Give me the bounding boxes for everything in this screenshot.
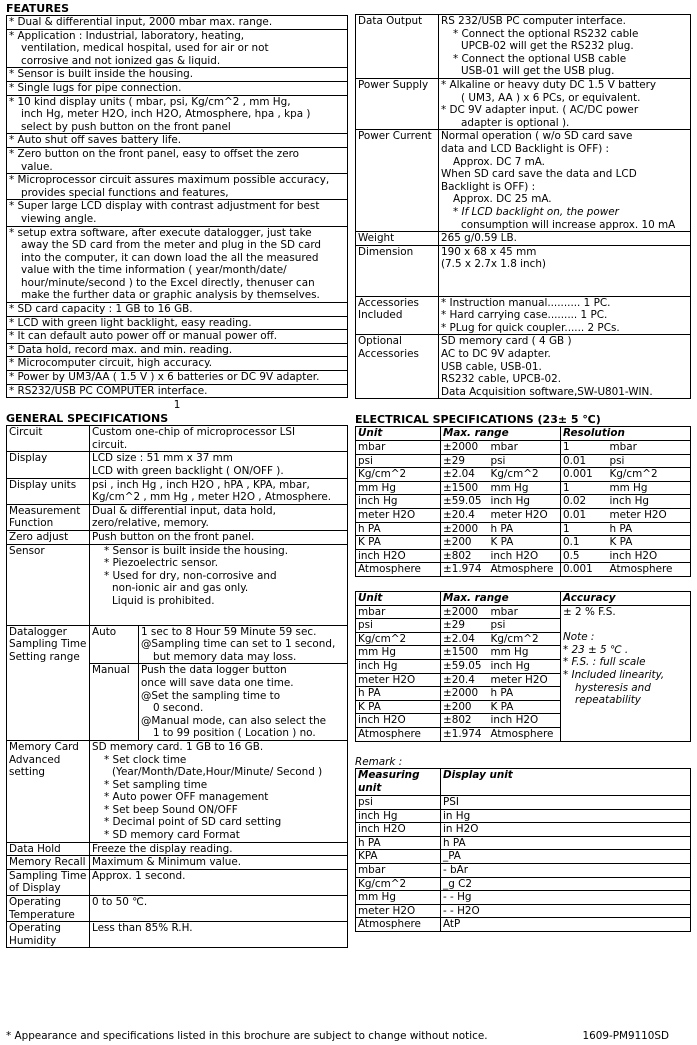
remark-row [356, 904, 691, 918]
resolution-header-row [356, 427, 691, 441]
spec-row-measurement [7, 504, 348, 530]
spec-label: Power Current [356, 130, 439, 232]
spec-value: Less than 85% R.H. [90, 922, 348, 948]
spec-row-power-current [356, 130, 691, 232]
feature-item [7, 303, 348, 317]
resolution-cell: inch H2O [356, 549, 441, 563]
resolution-row [356, 549, 691, 563]
remark-row [356, 836, 691, 850]
remark-cell: h PA [441, 836, 691, 850]
feature-item [7, 384, 348, 398]
spec-row-data-output [356, 15, 691, 79]
general-specs-table [6, 425, 348, 948]
resolution-cell: ±200 [441, 536, 489, 550]
accuracy-cell: ±1.974 [441, 727, 489, 741]
remark-cell: inch Hg [356, 809, 441, 823]
resolution-cell: 1 [561, 481, 608, 495]
remark-table [355, 768, 691, 932]
feature-item [7, 200, 348, 226]
spec-value: RS 232/USB PC computer interface. * Connect the optional RS232 cable UPCB-02 will get the RS232 plug. * Connect the optional USB cable USB-01 will get the USB plug. [439, 15, 691, 79]
spec-value: * Instruction manual.......... 1 PC. * Hard carrying case......... 1 PC. * PLug for quick coupler...... 2 PCs. [439, 296, 691, 335]
output-power-specs-table [355, 14, 691, 399]
accuracy-cell: meter H2O [356, 673, 441, 687]
accuracy-cell: ±59.05 [441, 659, 489, 673]
spec-label: Zero adjust [7, 530, 90, 544]
accuracy-value: ± 2 % F.S. [563, 605, 616, 618]
remark-cell: inch H2O [356, 823, 441, 837]
feature-line: select by push button on the front panel [21, 120, 231, 133]
spec-row-datalogger-auto [7, 625, 348, 664]
accuracy-cell: K PA [489, 700, 561, 714]
spec-label: Optional Accessories [356, 335, 439, 399]
resolution-cell: 0.5 [561, 549, 608, 563]
accuracy-cell: K PA [356, 700, 441, 714]
spec-value: * Sensor is built inside the housing. * Piezoelectric sensor. * Used for dry, non-corrosive and non-ionic air and gas only. Liquid is prohibited. [90, 544, 348, 625]
spec-row-zero-adjust [7, 530, 348, 544]
spec-row-data-hold [7, 842, 348, 856]
features-table [6, 15, 348, 398]
spec-label: Data Hold [7, 842, 90, 856]
feature-text [7, 330, 348, 344]
feature-line: * Dual & differential input, 2000 mbar max. range. [9, 16, 273, 28]
resolution-cell: ±802 [441, 549, 489, 563]
general-specs-title: GENERAL SPECIFICATIONS [6, 412, 169, 426]
feature-line: * 10 kind display units ( mbar, psi, Kg/cm^2 , mm Hg, [9, 95, 291, 108]
spec-row-circuit [7, 426, 348, 452]
resolution-cell: ±59.05 [441, 495, 489, 509]
feature-text [7, 357, 348, 371]
feature-line: * Microprocessor circuit assures maximum possible accuracy, [9, 174, 330, 187]
header-unit: Unit [356, 591, 441, 605]
remark-header-row [356, 769, 691, 796]
feature-item [7, 68, 348, 82]
remark-cell: in Hg [441, 809, 691, 823]
datalogger-manual-label: Manual [90, 664, 139, 741]
accuracy-cell: ±29 [441, 619, 489, 633]
spec-label: Weight [356, 232, 439, 246]
spec-value: Normal operation ( w/o SD card save data and LCD Backlight is OFF) : Approx. DC 7 mA. When SD card save the data and LCD Backlight is OFF) : Approx. DC 25 mA. * If LCD backlight on, the power consumption will increase approx. 10 mA [439, 130, 691, 232]
remark-cell: - - Hg [441, 891, 691, 905]
remark-row [356, 891, 691, 905]
accuracy-cell: h PA [356, 687, 441, 701]
feature-text [7, 384, 348, 398]
feature-item [7, 81, 348, 95]
datalogger-auto-label: Auto [90, 625, 139, 664]
spec-label: Sensor [7, 544, 90, 625]
feature-text [7, 371, 348, 385]
feature-line: hour/minute/second ) to the Excel directly, thenuser can [21, 276, 315, 289]
remark-row [356, 918, 691, 932]
feature-line: ventilation, medical hospital, used for air or not [21, 42, 269, 55]
accuracy-cell: ±2.04 [441, 632, 489, 646]
remark-cell: Atmosphere [356, 918, 441, 932]
spec-value: psi , inch Hg , inch H2O , hPA , KPA, mbar, Kg/cm^2 , mm Hg , meter H2O , Atmosphere. [90, 478, 348, 504]
resolution-cell: K PA [489, 536, 561, 550]
remark-cell: - bAr [441, 864, 691, 878]
feature-item [7, 357, 348, 371]
remark-cell: h PA [356, 836, 441, 850]
feature-text [7, 147, 348, 173]
resolution-cell: ±29 [441, 454, 489, 468]
feature-item [7, 29, 348, 68]
spec-row-memory-card [7, 740, 348, 842]
remark-cell: AtP [441, 918, 691, 932]
accuracy-cell: psi [489, 619, 561, 633]
resolution-cell: inch Hg [489, 495, 561, 509]
feature-line: value. [21, 160, 53, 173]
spec-label: Dimension [356, 245, 439, 296]
accuracy-cell: mbar [489, 605, 561, 619]
spec-value: LCD size : 51 mm x 37 mm LCD with green backlight ( ON/OFF ). [90, 452, 348, 478]
resolution-row [356, 468, 691, 482]
resolution-cell: 1 [561, 522, 608, 536]
resolution-cell: inch Hg [356, 495, 441, 509]
resolution-cell: mm Hg [489, 481, 561, 495]
feature-text [7, 226, 348, 303]
resolution-cell: h PA [356, 522, 441, 536]
feature-item [7, 330, 348, 344]
resolution-cell: mbar [608, 441, 691, 455]
accuracy-cell: Kg/cm^2 [356, 632, 441, 646]
resolution-cell: K PA [356, 536, 441, 550]
resolution-cell: Atmosphere [489, 563, 561, 577]
remark-cell: meter H2O [356, 904, 441, 918]
spec-label: Sampling Time of Display [7, 869, 90, 895]
feature-line: * Power by UM3/AA ( 1.5 V ) x 6 batteries or DC 9V adapter. [9, 371, 320, 384]
spec-value: Custom one-chip of microprocessor LSI circuit. [90, 426, 348, 452]
accuracy-cell: ±200 [441, 700, 489, 714]
resolution-cell: 1 [561, 441, 608, 455]
resolution-cell: h PA [608, 522, 691, 536]
accuracy-cell: psi [356, 619, 441, 633]
resolution-cell: mm Hg [356, 481, 441, 495]
spec-label: Circuit [7, 426, 90, 452]
resolution-row [356, 441, 691, 455]
feature-text [7, 303, 348, 317]
features-title: FEATURES [6, 2, 70, 15]
resolution-cell: psi [489, 454, 561, 468]
remark-cell: _PA [441, 850, 691, 864]
feature-item [7, 226, 348, 303]
resolution-cell: h PA [489, 522, 561, 536]
datalogger-manual-value: Push the data logger button once will save data one time. @Set the sampling time to 0 second. @Manual mode, can also select the 1 to 99 position ( Location ) no. [139, 664, 348, 741]
resolution-row [356, 454, 691, 468]
resolution-cell: 0.01 [561, 454, 608, 468]
feature-text [7, 29, 348, 68]
footer-note: * Appearance and specifications listed in this brochure are subject to change without notice. [6, 1030, 488, 1042]
resolution-cell: 0.001 [561, 468, 608, 482]
resolution-cell: meter H2O [356, 509, 441, 523]
resolution-cell: Kg/cm^2 [489, 468, 561, 482]
accuracy-cell: mm Hg [489, 646, 561, 660]
feature-line: * RS232/USB PC COMPUTER interface. [9, 384, 208, 397]
feature-line: inch Hg, meter H2O, inch H2O, Atmosphere, hpa , kpa ) [21, 108, 311, 121]
spec-value: Approx. 1 second. [90, 869, 348, 895]
header-resolution: Resolution [561, 427, 691, 441]
header-accuracy: Accuracy [561, 591, 691, 605]
feature-line: * Super large LCD display with contrast adjustment for best [9, 200, 320, 213]
feature-text [7, 68, 348, 82]
resolution-cell: ±2.04 [441, 468, 489, 482]
accuracy-cell: mbar [356, 605, 441, 619]
feature-text [7, 134, 348, 148]
remark-cell: KPA [356, 850, 441, 864]
accuracy-cell: inch Hg [356, 659, 441, 673]
spec-label: Display units [7, 478, 90, 504]
resolution-cell: inch H2O [608, 549, 691, 563]
resolution-cell: ±1.974 [441, 563, 489, 577]
resolution-cell: ±20.4 [441, 509, 489, 523]
remark-row [356, 850, 691, 864]
resolution-row [356, 522, 691, 536]
spec-label: Measurement Function [7, 504, 90, 530]
note-line: repeatability [575, 694, 641, 707]
spec-label: Operating Humidity [7, 922, 90, 948]
accuracy-cell: meter H2O [489, 673, 561, 687]
feature-item [7, 174, 348, 200]
resolution-cell: Kg/cm^2 [608, 468, 691, 482]
remark-cell: mm Hg [356, 891, 441, 905]
header-max-range: Max. range [441, 591, 561, 605]
accuracy-cell: ±1500 [441, 646, 489, 660]
feature-text [7, 174, 348, 200]
accuracy-cell: ±2000 [441, 605, 489, 619]
feature-item [7, 316, 348, 330]
spec-row-sensor [7, 544, 348, 625]
document-code: 1609-PM9110SD [582, 1030, 669, 1042]
feature-item [7, 16, 348, 30]
spec-value: Freeze the display reading. [90, 842, 348, 856]
accuracy-cell: mm Hg [356, 646, 441, 660]
feature-item [7, 95, 348, 134]
remark-cell: _g C2 [441, 877, 691, 891]
remark-row [356, 809, 691, 823]
spec-label: Memory Card Advanced setting [7, 740, 90, 842]
feature-text [7, 200, 348, 226]
spec-row-operating-temperature [7, 896, 348, 922]
note-line: * 23 ± 5 ℃ . [563, 643, 629, 656]
resolution-cell: 0.02 [561, 495, 608, 509]
resolution-cell: ±1500 [441, 481, 489, 495]
feature-line: * Application : Industrial, laboratory, heating, [9, 29, 245, 42]
resolution-cell: Kg/cm^2 [356, 468, 441, 482]
feature-line: viewing angle. [21, 212, 97, 225]
accuracy-value-cell [561, 605, 691, 741]
page-number: 1 [173, 399, 181, 412]
resolution-cell: inch Hg [608, 495, 691, 509]
spec-value: * Alkaline or heavy duty DC 1.5 V battery ( UM3, AA ) x 6 PCs, or equivalent. * DC 9V adapter input. ( AC/DC power adapter is optional ). [439, 78, 691, 129]
resolution-cell: Atmosphere [356, 563, 441, 577]
remark-cell: - - H2O [441, 904, 691, 918]
feature-line: provides special functions and features, [21, 186, 229, 199]
resolution-row [356, 481, 691, 495]
spec-row-memory-recall [7, 856, 348, 870]
feature-line: * Microcomputer circuit, high accuracy. [9, 357, 213, 370]
remark-row [356, 864, 691, 878]
remark-cell: PSI [441, 796, 691, 810]
feature-line: * SD card capacity : 1 GB to 16 GB. [9, 303, 193, 316]
resolution-cell: 0.001 [561, 563, 608, 577]
accuracy-cell: ±2000 [441, 687, 489, 701]
electrical-specs-title: ELECTRICAL SPECIFICATIONS (23± 5 ℃) [355, 413, 601, 427]
spec-label: Display [7, 452, 90, 478]
spec-value: SD memory card. 1 GB to 16 GB. * Set clock time (Year/Month/Date,Hour/Minute/ Second ) * Set sampling time * Auto power OFF management * Set beep Sound ON/OFF * Decimal point of SD card setting * SD memory card Format [90, 740, 348, 842]
feature-text [7, 95, 348, 134]
remark-row [356, 796, 691, 810]
feature-line: * Data hold, record max. and min. reading. [9, 343, 233, 356]
accuracy-cell: Kg/cm^2 [489, 632, 561, 646]
resolution-cell: ±2000 [441, 441, 489, 455]
feature-line: * Zero button on the front panel, easy to offset the zero [9, 147, 300, 160]
spec-row-accessories [356, 296, 691, 335]
resolution-cell: meter H2O [608, 509, 691, 523]
spec-value: 190 x 68 x 45 mm (7.5 x 2.7x 1.8 inch) [439, 245, 691, 296]
feature-line: * LCD with green light backlight, easy reading. [9, 316, 252, 329]
feature-text [7, 343, 348, 357]
remark-row [356, 877, 691, 891]
feature-text [7, 81, 348, 95]
footer [6, 1030, 691, 1043]
accuracy-cell: inch H2O [489, 714, 561, 728]
feature-item [7, 147, 348, 173]
feature-line: * It can default auto power off or manual power off. [9, 330, 278, 343]
spec-row-dimension [356, 245, 691, 296]
feature-line: * setup extra software, after execute datalogger, just take [9, 226, 312, 239]
feature-item [7, 371, 348, 385]
resolution-cell: K PA [608, 536, 691, 550]
datalogger-auto-value: 1 sec to 8 Hour 59 Minute 59 sec. @Sampling time can set to 1 second, but memory data may loss. [139, 625, 348, 664]
spec-value: Maximum & Minimum value. [90, 856, 348, 870]
resolution-cell: inch H2O [489, 549, 561, 563]
accuracy-table [355, 591, 691, 742]
resolution-cell: 0.1 [561, 536, 608, 550]
note-line: * Included linearity, [563, 668, 665, 681]
resolution-cell: mm Hg [608, 481, 691, 495]
accuracy-cell: Atmosphere [489, 727, 561, 741]
spec-label: Power Supply [356, 78, 439, 129]
resolution-cell: ±2000 [441, 522, 489, 536]
spec-value: Dual & differential input, data hold, zero/relative, memory. [90, 504, 348, 530]
spec-value: Push button on the front panel. [90, 530, 348, 544]
feature-line: make the further data or graphic analysis by themselves. [21, 289, 320, 302]
resolution-row [356, 536, 691, 550]
feature-line: value with the time information ( year/month/date/ [21, 264, 287, 277]
accuracy-row [356, 605, 691, 619]
header-measuring-unit: Measuring unit [356, 769, 441, 796]
resolution-cell: mbar [489, 441, 561, 455]
left-column [6, 2, 348, 948]
spec-row-optional [356, 335, 691, 399]
spec-label: Memory Recall [7, 856, 90, 870]
spec-row-display-units [7, 478, 348, 504]
feature-item [7, 134, 348, 148]
remark-title: Remark : [355, 755, 403, 768]
remark-cell: Kg/cm^2 [356, 877, 441, 891]
spec-label: Accessories Included [356, 296, 439, 335]
resolution-row [356, 563, 691, 577]
spec-row-power-supply [356, 78, 691, 129]
resolution-cell: 0.01 [561, 509, 608, 523]
feature-text [7, 16, 348, 30]
accuracy-header-row [356, 591, 691, 605]
feature-line: into the computer, it can down load the all the measured [21, 251, 319, 264]
feature-line: * Sensor is built inside the housing. [9, 68, 194, 81]
spec-value: SD memory card ( 4 GB ) AC to DC 9V adapter. USB cable, USB-01. RS232 cable, UPCB-02. Data Acquisition software,SW-U801-WIN. [439, 335, 691, 399]
accuracy-cell: inch Hg [489, 659, 561, 673]
resolution-cell: meter H2O [489, 509, 561, 523]
spec-value: 0 to 50 ℃. [90, 896, 348, 922]
spec-value: 265 g/0.59 LB. [439, 232, 691, 246]
remark-cell: psi [356, 796, 441, 810]
resolution-row [356, 495, 691, 509]
right-column [355, 14, 691, 932]
header-max-range: Max. range [441, 427, 561, 441]
spec-row-sampling-time [7, 869, 348, 895]
remark-cell: in H2O [441, 823, 691, 837]
resolution-cell: psi [608, 454, 691, 468]
accuracy-cell: ±20.4 [441, 673, 489, 687]
feature-line: away the SD card from the meter and plug in the SD card [21, 239, 322, 252]
spec-label: Operating Temperature [7, 896, 90, 922]
note-title: Note : [563, 631, 595, 644]
feature-line: * Auto shut off saves battery life. [9, 134, 182, 147]
spec-row-display [7, 452, 348, 478]
note-line: hysteresis and [575, 681, 651, 694]
feature-line: * Single lugs for pipe connection. [9, 81, 182, 94]
header-display-unit: Display unit [441, 769, 691, 796]
resolution-cell: psi [356, 454, 441, 468]
remark-row [356, 823, 691, 837]
header-unit: Unit [356, 427, 441, 441]
accuracy-cell: ±802 [441, 714, 489, 728]
spec-label: Data Output [356, 15, 439, 79]
feature-line: corrosive and not ionized gas & liquid. [21, 54, 221, 67]
resolution-cell: mbar [356, 441, 441, 455]
accuracy-cell: h PA [489, 687, 561, 701]
accuracy-cell: Atmosphere [356, 727, 441, 741]
resolution-table [355, 426, 691, 577]
spec-row-operating-humidity [7, 922, 348, 948]
spec-label: Datalogger Sampling Time Setting range [7, 625, 90, 740]
remark-cell: mbar [356, 864, 441, 878]
accuracy-cell: inch H2O [356, 714, 441, 728]
feature-item [7, 343, 348, 357]
spec-row-weight [356, 232, 691, 246]
resolution-cell: Atmosphere [608, 563, 691, 577]
resolution-row [356, 509, 691, 523]
feature-text [7, 316, 348, 330]
note-line: * F.S. : full scale [563, 656, 646, 669]
